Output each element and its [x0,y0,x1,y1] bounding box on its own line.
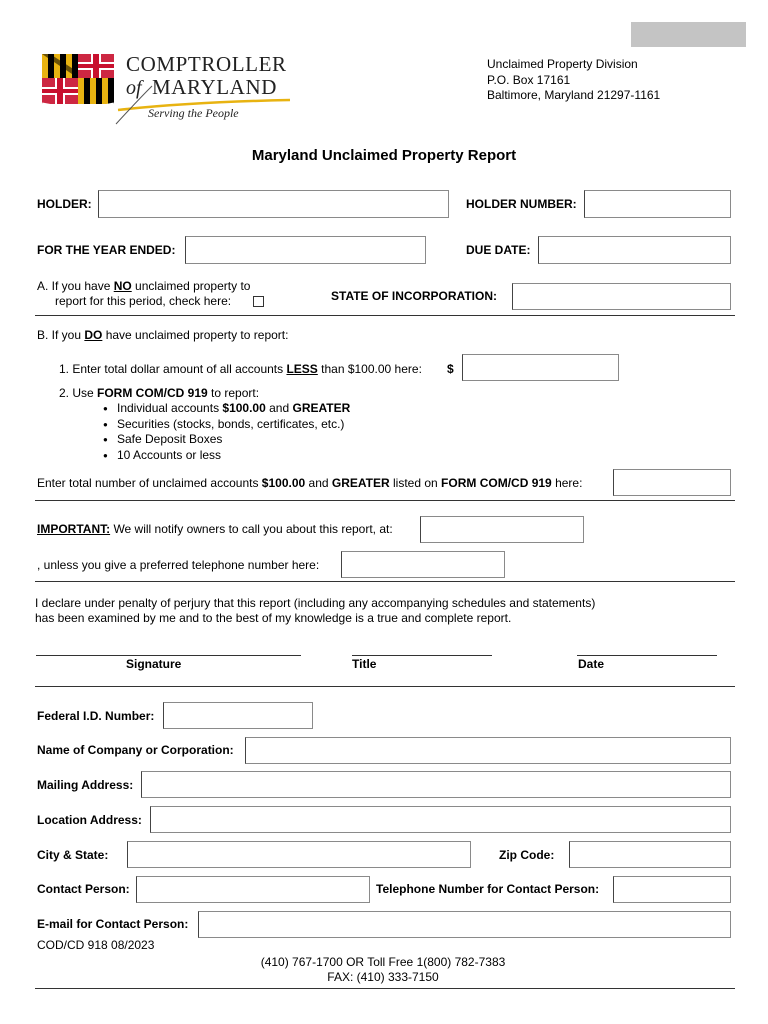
section-a-line1 [37,279,250,293]
bullet-list [103,401,350,463]
holder-number-label: HOLDER NUMBER: [466,197,577,211]
address-line: Unclaimed Property Division [487,57,638,71]
divider [35,581,735,582]
due-date-input[interactable] [538,236,731,264]
section-b-item1 [59,362,422,376]
title-line[interactable] [352,655,492,656]
total-greater: GREATER [331,476,390,490]
contact-person-input[interactable] [136,876,370,903]
state-incorporation-label: STATE OF INCORPORATION: [331,289,497,303]
total-less-amount-input[interactable] [462,354,619,381]
header-gray-block [631,22,746,47]
form-number: COD/CD 918 08/2023 [37,938,155,952]
list-item [103,401,350,417]
declaration-line: I declare under penalty of perjury that this report (including any accompanying schedules and statements) [35,596,596,610]
item1-pre: 1. Enter total dollar amount of all accounts [59,362,287,376]
mailing-address-input[interactable] [141,771,731,798]
date-line[interactable] [577,655,717,656]
bullet1-and: and [265,401,293,415]
comptroller-logo [40,50,300,130]
total-post: here: [551,476,583,490]
mailing-address-label: Mailing Address: [37,778,134,792]
title-label: Title [352,657,377,671]
item2-form: FORM COM/CD 919 [97,386,208,400]
list-item: ● 10 Accounts or less [103,448,350,464]
email-label: E-mail for Contact Person: [37,917,189,931]
declaration-text [35,596,595,626]
divider [35,686,735,687]
due-date-label: DUE DATE: [466,243,531,257]
bullet1-greater: GREATER [292,401,351,415]
zip-code-label: Zip Code: [499,848,555,862]
year-ended-input[interactable] [185,236,426,264]
location-address-label: Location Address: [37,813,142,827]
total-form: FORM COM/CD 919 [441,476,552,490]
footer-fax: FAX: (410) 333-7150 [327,970,439,984]
location-address-input[interactable] [150,806,731,833]
section-b-do: DO [84,328,103,342]
important-line [37,522,393,536]
bullet1-pre: Individual accounts [117,401,223,415]
year-ended-label: FOR THE YEAR ENDED: [37,243,176,257]
item1-post: than $100.00 here: [317,362,422,376]
section-a-rest: unclaimed property to [131,279,251,293]
logo-maryland-text: MARYLAND [152,75,277,99]
total-and: and [305,476,332,490]
logo-tagline: Serving the People [148,106,239,120]
total-pre: Enter total number of unclaimed accounts [37,476,262,490]
email-input[interactable] [198,911,731,938]
federal-id-input[interactable] [163,702,313,729]
state-incorporation-input[interactable] [512,283,731,310]
signature-line[interactable] [36,655,301,656]
holder-label: HOLDER: [37,197,92,211]
section-b-item2 [59,386,259,400]
page-title: Maryland Unclaimed Property Report [251,147,517,164]
preferred-phone-input[interactable] [341,551,505,578]
contact-person-label: Contact Person: [37,882,130,896]
logo-comptroller-text: COMPTROLLER [126,52,287,76]
divider [35,988,735,989]
section-b-rest: have unclaimed property to report: [102,328,289,342]
company-name-input[interactable] [245,737,731,764]
section-b-heading [37,328,288,342]
notify-phone-input[interactable] [420,516,584,543]
logo-of-text: of [126,77,142,99]
footer-phone: (410) 767-1700 OR Toll Free 1(800) 782-7383 [260,955,506,969]
company-name-label: Name of Company or Corporation: [37,743,234,757]
contact-phone-input[interactable] [613,876,731,903]
zip-code-input[interactable] [569,841,731,868]
total-listed: listed on [389,476,442,490]
section-a-line2: report for this period, check here: [55,294,232,308]
division-address [487,57,660,104]
list-item: ● Securities (stocks, bonds, certificates, etc.) [103,417,350,433]
section-a-no: NO [113,279,132,293]
preferred-phone-label: , unless you give a preferred telephone number here: [37,558,320,572]
item1-less: LESS [286,362,318,376]
divider [35,315,735,316]
item2-post: to report: [207,386,260,400]
section-b-prefix: B. If you [37,328,85,342]
important-text: We will notify owners to call you about this report, at: [110,522,393,536]
contact-phone-label: Telephone Number for Contact Person: [376,882,600,896]
total-amount: $100.00 [261,476,306,490]
important-label: IMPORTANT: [37,522,111,536]
list-item: ● Safe Deposit Boxes [103,432,350,448]
address-line: Baltimore, Maryland 21297-1161 [487,88,661,102]
section-a-prefix: A. If you have [37,279,114,293]
no-property-checkbox[interactable] [253,296,264,307]
declaration-line: has been examined by me and to the best of my knowledge is a true and complete report. [35,611,512,625]
federal-id-label: Federal I.D. Number: [37,709,155,723]
dollar-sign: $ [447,362,454,376]
date-label: Date [578,657,605,671]
holder-number-input[interactable] [584,190,731,218]
divider [35,500,735,501]
holder-input[interactable] [98,190,449,218]
address-line: P.O. Box 17161 [487,72,571,87]
total-accounts-line [37,476,582,490]
city-state-input[interactable] [127,841,471,868]
signature-label: Signature [126,657,182,671]
total-accounts-input[interactable] [613,469,731,496]
city-state-label: City & State: [37,848,109,862]
item2-pre: 2. Use [59,386,98,400]
bullet1-amount: $100.00 [222,401,266,415]
